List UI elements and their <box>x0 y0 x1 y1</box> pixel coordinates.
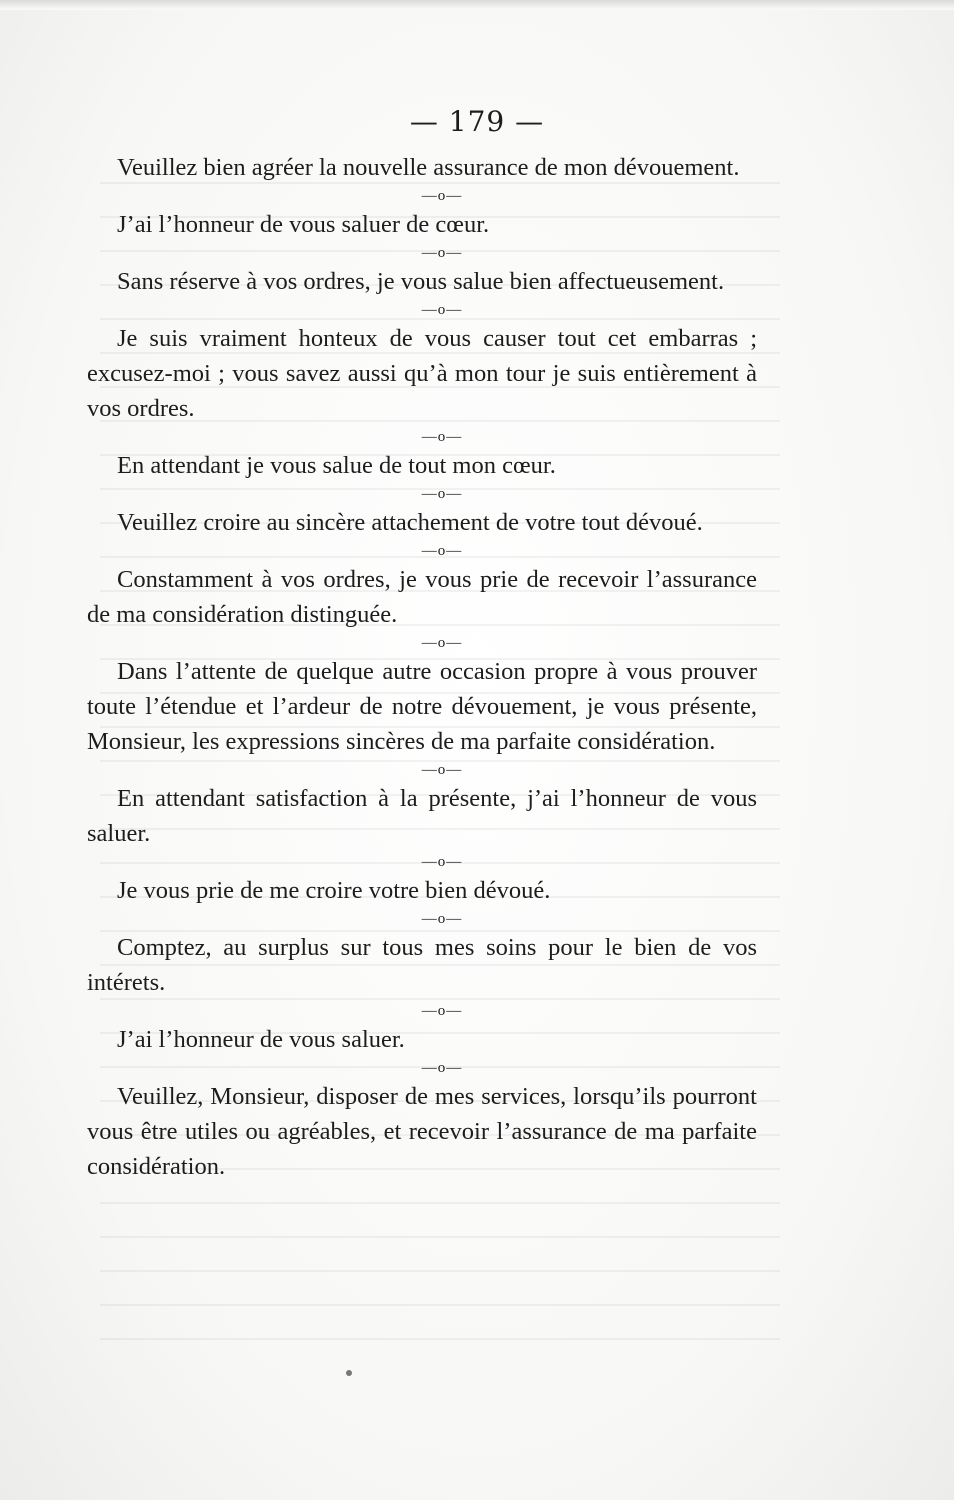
separator: —o— <box>421 302 463 318</box>
paragraph: Constamment à vos ordres, je vous prie de recevoir l’assurance de ma considération distinguée. <box>87 566 757 628</box>
paragraph: Dans l’attente de quelque autre occasion propre à vous prouver toute l’étendue et l’ardeur de notre dévouement, je vous présente, Monsieur, les expressions sincères de ma parfaite considération. <box>87 658 757 755</box>
paragraph: En attendant je vous salue de tout mon cœur. <box>117 452 556 479</box>
page-edge <box>0 0 954 10</box>
paragraph: Je vous prie de me croire votre bien dévoué. <box>117 877 551 904</box>
separator: —o— <box>421 429 463 445</box>
paragraph: En attendant satisfaction à la présente, j’ai l’honneur de vous saluer. <box>87 785 757 847</box>
paragraph: J’ai l’honneur de vous saluer. <box>117 1026 405 1053</box>
paragraph: J’ai l’honneur de vous saluer de cœur. <box>117 211 490 238</box>
paragraph: Veuillez bien agréer la nouvelle assurance de mon dévouement. <box>117 154 740 181</box>
page-number: — 179 — <box>409 105 545 138</box>
paragraph: Sans réserve à vos ordres, je vous salue bien affectueusement. <box>117 268 725 295</box>
separator: —o— <box>421 188 463 204</box>
separator: —o— <box>421 762 463 778</box>
separator: —o— <box>421 1003 463 1019</box>
separator: —o— <box>421 911 463 927</box>
page-body <box>87 150 757 1184</box>
separator: —o— <box>421 1060 463 1076</box>
paragraph: Veuillez, Monsieur, disposer de mes services, lorsqu’ils pourront vous être utiles ou agréables, et recevoir l’assurance de ma parfaite considération. <box>87 1083 757 1180</box>
paragraph: Veuillez croire au sincère attachement de votre tout dévoué. <box>117 509 703 536</box>
separator: —o— <box>421 543 463 559</box>
separator: —o— <box>421 245 463 261</box>
separator: —o— <box>421 486 463 502</box>
separator: —o— <box>421 635 463 651</box>
separator: —o— <box>421 854 463 870</box>
paragraph: Comptez, au surplus sur tous mes soins pour le bien de vos intérets. <box>87 934 757 996</box>
ink-speck <box>346 1370 352 1376</box>
paragraph: Je suis vraiment honteux de vous causer tout cet embarras ; excusez-moi ; vous savez aussi qu’à mon tour je suis entièrement à vos ordres. <box>87 325 757 422</box>
